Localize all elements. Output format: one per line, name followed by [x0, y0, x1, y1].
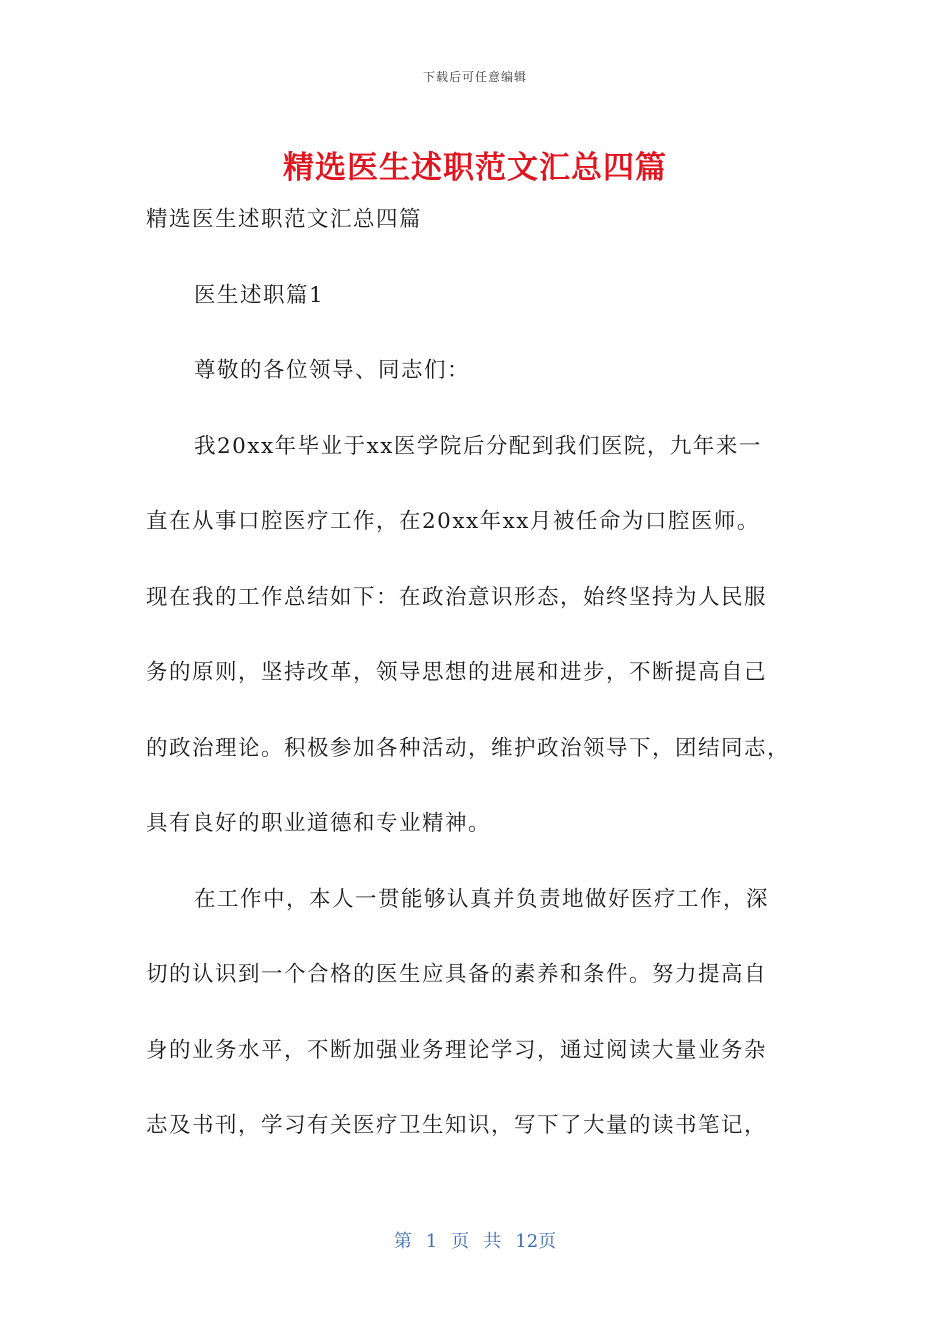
header-note: 下载后可任意编辑 — [422, 70, 527, 84]
body-line-9: 具有良好的职业道德和专业精神。 — [146, 811, 492, 836]
body-line-11: 切的认识到一个合格的医生应具备的素养和条件。努力提高自 — [146, 962, 768, 987]
body-line-5: 直在从事口腔医疗工作，在20xx年xx月被任命为口腔医师。 — [146, 509, 760, 534]
footer-prefix: 第 — [393, 1231, 412, 1252]
section-heading: 医生述职篇1 — [194, 282, 325, 308]
salutation: 尊敬的各位领导、同志们： — [194, 358, 471, 383]
body-line-1: 精选医生述职范文汇总四篇 — [146, 207, 423, 232]
body-line-12: 身的业务水平，不断加强业务理论学习，通过阅读大量业务杂 — [146, 1037, 768, 1063]
footer-current-page: 1 — [425, 1231, 438, 1252]
footer-total-word: 共 — [483, 1231, 502, 1252]
body-line-13: 志及书刊，学习有关医疗卫生知识，写下了大量的读书笔记， — [146, 1113, 768, 1138]
body-line-4: 我20xx年毕业于xx医学院后分配到我们医院，九年来一 — [194, 433, 762, 459]
footer-page-word: 页 — [451, 1231, 470, 1252]
body-line-10: 在工作中，本人一贯能够认真并负责地做好医疗工作，深 — [194, 886, 770, 912]
body-line-7: 务的原则，坚持改革，领导思想的进展和进步，不断提高自己 — [146, 660, 768, 685]
body-line-6: 现在我的工作总结如下：在政治意识形态，始终坚持为人民服 — [146, 584, 768, 610]
document-title: 精选医生述职范文汇总四篇 — [283, 150, 667, 186]
footer-total-pages: 12页 — [515, 1231, 557, 1252]
page-footer — [0, 1227, 950, 1253]
document-body — [146, 198, 806, 1180]
body-line-8: 的政治理论。积极参加各种活动，维护政治领导下，团结同志， — [146, 735, 791, 761]
